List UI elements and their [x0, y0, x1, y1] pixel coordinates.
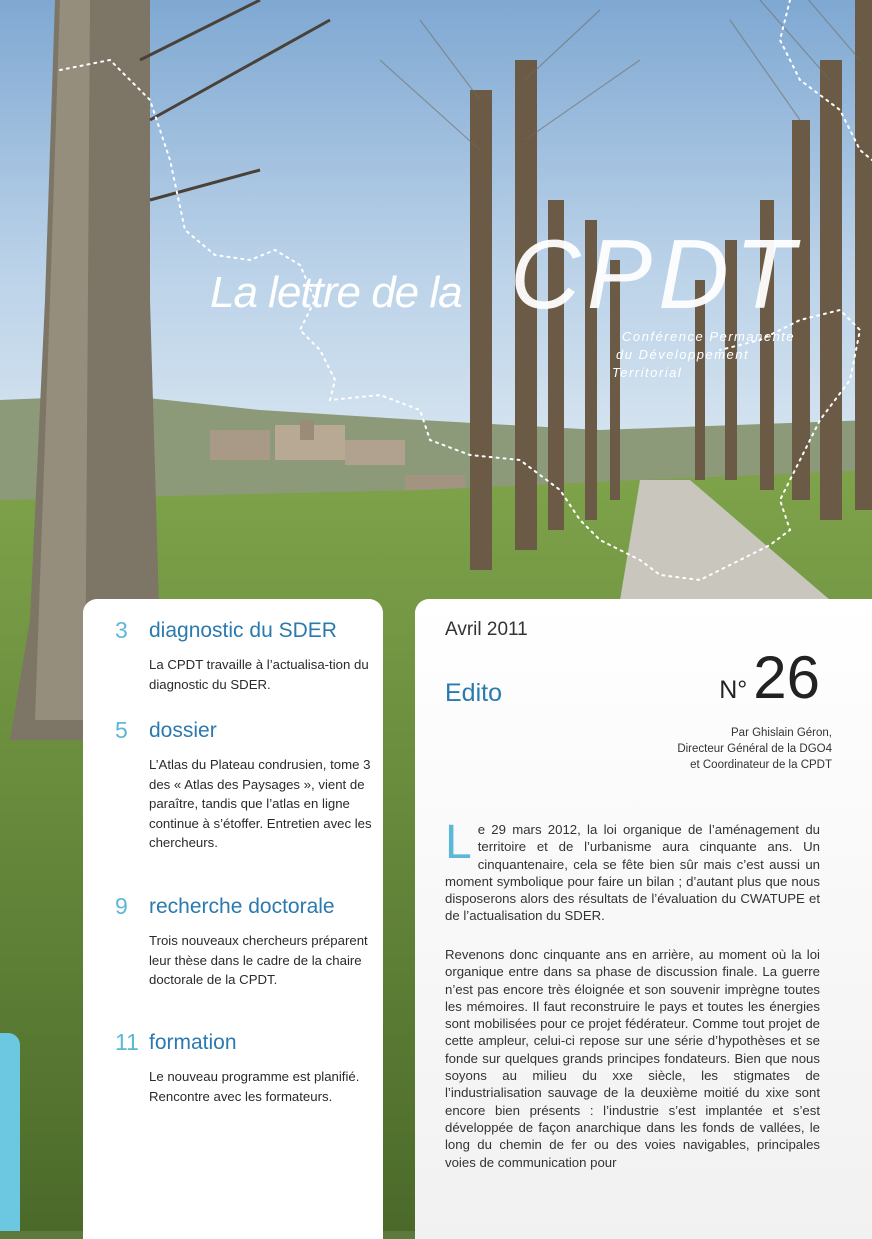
issue-number-value: 26 — [753, 644, 820, 711]
toc-heading[interactable]: formation — [149, 1031, 237, 1054]
toc-heading[interactable]: diagnostic du SDER — [149, 619, 337, 642]
issue-number — [719, 643, 820, 712]
masthead-subtitle — [612, 328, 852, 382]
drop-cap: L — [445, 816, 472, 869]
subtitle-line: Conférence Permanente — [622, 329, 796, 344]
issue-date: Avril 2011 — [445, 619, 528, 640]
toc-page-number: 3 — [115, 617, 128, 643]
subtitle-line: du Développement — [616, 347, 750, 362]
paragraph-text: e 29 mars 2012, la loi organique de l’aménagement du territoire et de l’urbanisme aura cinquante ans. Un cinquantenaire, cela se fête bien sûr mais c’est aussi un moment symbolique pour faire un bilan ; d’autant plus que nous disposerons alors des résultats de l’évaluation du CWATUPE et de l’actualisation du SDER. — [445, 822, 820, 924]
masthead — [210, 219, 850, 398]
cpdt-logo: CPDT — [510, 219, 801, 329]
toc-summary: L’Atlas du Plateau condrusien, tome 3 des « Atlas des Paysages », vient de paraître, tandis que l’atlas en ligne continue à s’étoffer. Entretien avec les chercheurs. — [149, 757, 372, 850]
edito-panel — [415, 599, 872, 1239]
byline-line: et Coordinateur de la CPDT — [690, 759, 832, 771]
toc-page-number: 5 — [115, 717, 128, 743]
subtitle-line: Territorial — [612, 365, 683, 380]
accent-strip — [0, 1033, 20, 1231]
edito-paragraph-1 — [445, 816, 820, 925]
edito-paragraph-2: Revenons donc cinquante ans en arrière, au moment où la loi organique entre dans sa phase de discussion finale. La guerre n’est pas encore très éloignée et son souvenir imprègne toutes les mémoires. Il faut reconstruire le pays et toutes les énergies sont mobilisées pour ce projet fédérateur. Comme tout projet de cette ampleur, celui-ci repose sur une série d’hypothèses et se fonde sur quelques grands principes fondateurs. Bien que nous soyons au milieu du xxe siècle, les stigmates de l’industrialisation sauvage de la deuxième moitié du xixe sont encore bien présents : l’industrie s’est implantée et s’est développée de façon anarchique dans les fonds de vallées, le long du chemin de fer ou des voies navigables, principales voies de communication pour — [445, 947, 820, 1170]
byline — [532, 725, 832, 773]
byline-line: Directeur Général de la DGO4 — [677, 743, 832, 755]
table-of-contents — [83, 599, 383, 1239]
toc-page-number: 11 — [115, 1029, 139, 1055]
toc-summary: La CPDT travaille à l’actualisa-tion du diagnostic du SDER. — [149, 657, 369, 692]
section-title: Edito — [445, 679, 502, 707]
toc-page-number: 9 — [115, 893, 128, 919]
byline-line: Par Ghislain Géron, — [731, 727, 832, 739]
toc-summary: Trois nouveaux chercheurs préparent leur thèse dans le cadre de la chaire doctorale de la CPDT. — [149, 933, 368, 987]
toc-heading[interactable]: dossier — [149, 719, 217, 742]
issue-number-prefix: N° — [719, 676, 748, 704]
toc-summary: Le nouveau programme est planifié. Rencontre avec les formateurs. — [149, 1069, 360, 1104]
masthead-prefix: La lettre de la — [210, 268, 462, 317]
toc-heading[interactable]: recherche doctorale — [149, 895, 335, 918]
